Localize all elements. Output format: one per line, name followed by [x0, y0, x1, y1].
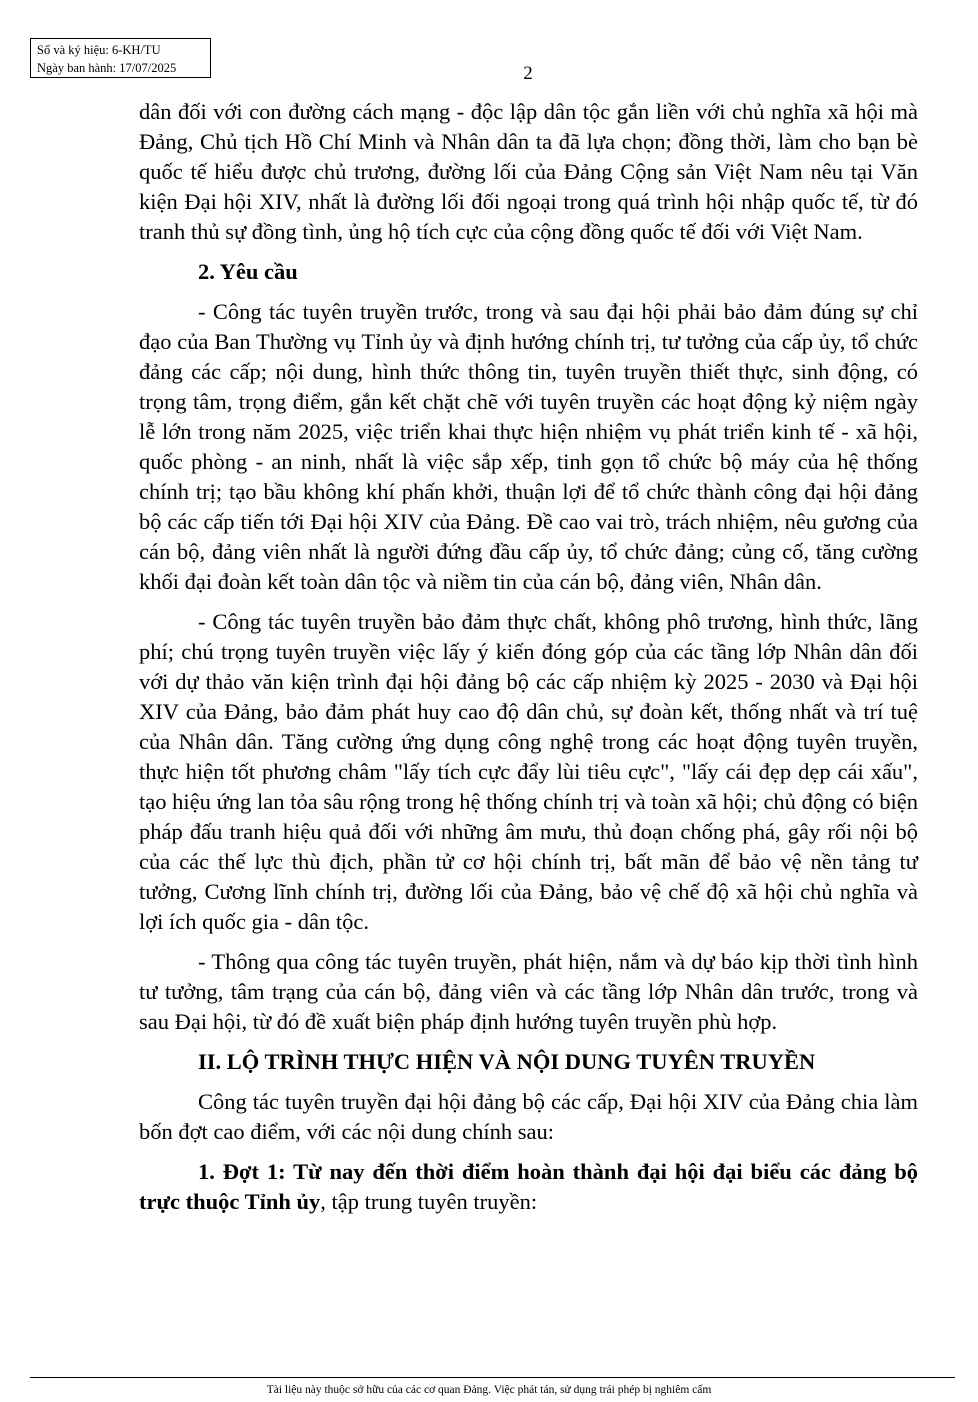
requirement-paragraph-3: - Thông qua công tác tuyên truyền, phát hiện, nắm và dự báo kịp thời tình hình tư tưởng, tâm trạng của cán bộ, đảng viên và các tầng lớp Nhân dân trước, trong và sau Đại hội, từ đó đề xuất biện pháp định hướng tuyên truyền phù hợp.	[139, 949, 918, 1034]
requirement-paragraph-2: - Công tác tuyên truyền bảo đảm thực chất, không phô trương, hình thức, lãng phí; chú trọng tuyên truyền việc lấy ý kiến đóng góp của các tầng lớp Nhân dân đối với dự thảo văn kiện trình đại hội đảng bộ các cấp nhiệm kỳ 2025 - 2030 và Đại hội XIV của Đảng, bảo đảm phát huy cao độ dân chủ, sự đoàn kết, thống nhất và trí tuệ của Nhân dân. Tăng cường ứng dụng công nghệ trong các hoạt động tuyên truyền, thực hiện tốt phương châm "lấy tích cực đẩy lùi tiêu cực", "lấy cái đẹp dẹp cái xấu", tạo hiệu ứng lan tỏa sâu rộng trong hệ thống chính trị và toàn xã hội; chủ động có biện pháp đấu tranh hiệu quả đối với những âm mưu, thủ đoạn chống phá, gây rối nội bộ của các thế lực thù địch, phần tử cơ hội chính trị, bất mãn để bảo vệ nền tảng tư tưởng, Cương lĩnh chính trị, đường lối của Đảng, bảo vệ chế độ xã hội chủ nghĩa và lợi ích quốc gia - dân tộc.	[139, 609, 918, 934]
phase-1-paragraph	[139, 1157, 918, 1217]
document-body	[139, 97, 918, 1217]
issue-date: Ngày ban hành: 17/07/2025	[37, 61, 177, 75]
document-symbol: Số và ký hiệu: 6-KH/TU	[37, 43, 161, 57]
phase-1-text: , tập trung tuyên truyền:	[320, 1189, 538, 1214]
heading-section-2: II. LỘ TRÌNH THỰC HIỆN VÀ NỘI DUNG TUYÊN TRUYỀN	[198, 1049, 816, 1074]
intro-paragraph: dân đối với con đường cách mạng - độc lập dân tộc gắn liền với chủ nghĩa xã hội mà Đảng, Chủ tịch Hồ Chí Minh và Nhân dân ta đã lựa chọn; đồng thời, làm cho bạn bè quốc tế hiểu được chủ trương, đường lối của Đảng Cộng sản Việt Nam nêu tại Văn kiện Đại hội XIV, nhất là đường lối đối ngoại trong quá trình hội nhập quốc tế, từ đó tranh thủ sự đồng tình, ủng hộ tích cực của cộng đồng quốc tế đối với Việt Nam.	[139, 99, 918, 244]
footer-divider	[30, 1377, 955, 1378]
section-2-intro: Công tác tuyên truyền đại hội đảng bộ các cấp, Đại hội XIV của Đảng chia làm bốn đợt cao điểm, với các nội dung chính sau:	[139, 1089, 918, 1144]
heading-requirements: 2. Yêu cầu	[198, 259, 298, 284]
requirement-paragraph-1: - Công tác tuyên truyền trước, trong và sau đại hội phải bảo đảm đúng sự chỉ đạo của Ban Thường vụ Tỉnh ủy và định hướng chính trị, tư tưởng của cấp ủy, tổ chức đảng các cấp; nội dung, hình thức thông tin, tuyên truyền thiết thực, sinh động, có trọng tâm, trọng điểm, gắn kết chặt chẽ với tuyên truyền các hoạt động kỷ niệm ngày lễ lớn trong năm 2025, việc triển khai thực hiện nhiệm vụ phát triển kinh tế - xã hội, quốc phòng - an ninh, nhất là việc sắp xếp, tinh gọn tổ chức bộ máy của hệ thống chính trị; tạo bầu không khí phấn khởi, thuận lợi để tổ chức thành công đại hội đảng bộ các cấp tiến tới Đại hội XIV của Đảng. Đề cao vai trò, trách nhiệm, nêu gương của cán bộ, đảng viên nhất là người đứng đầu cấp ủy, tổ chức đảng; củng cố, tăng cường khối đại đoàn kết toàn dân tộc và niềm tin của cán bộ, đảng viên, Nhân dân.	[139, 299, 918, 594]
phase-1-title: 1. Đợt 1: Từ nay đến thời điểm hoàn thành đại hội đại biểu các đảng bộ trực thuộc Tỉnh ủy	[139, 1159, 918, 1214]
footer-notice: Tài liệu này thuộc sở hữu của các cơ quan Đảng. Việc phát tán, sử dụng trái phép bị nghiêm cấm	[266, 1384, 712, 1396]
page-number: 2	[523, 63, 533, 84]
